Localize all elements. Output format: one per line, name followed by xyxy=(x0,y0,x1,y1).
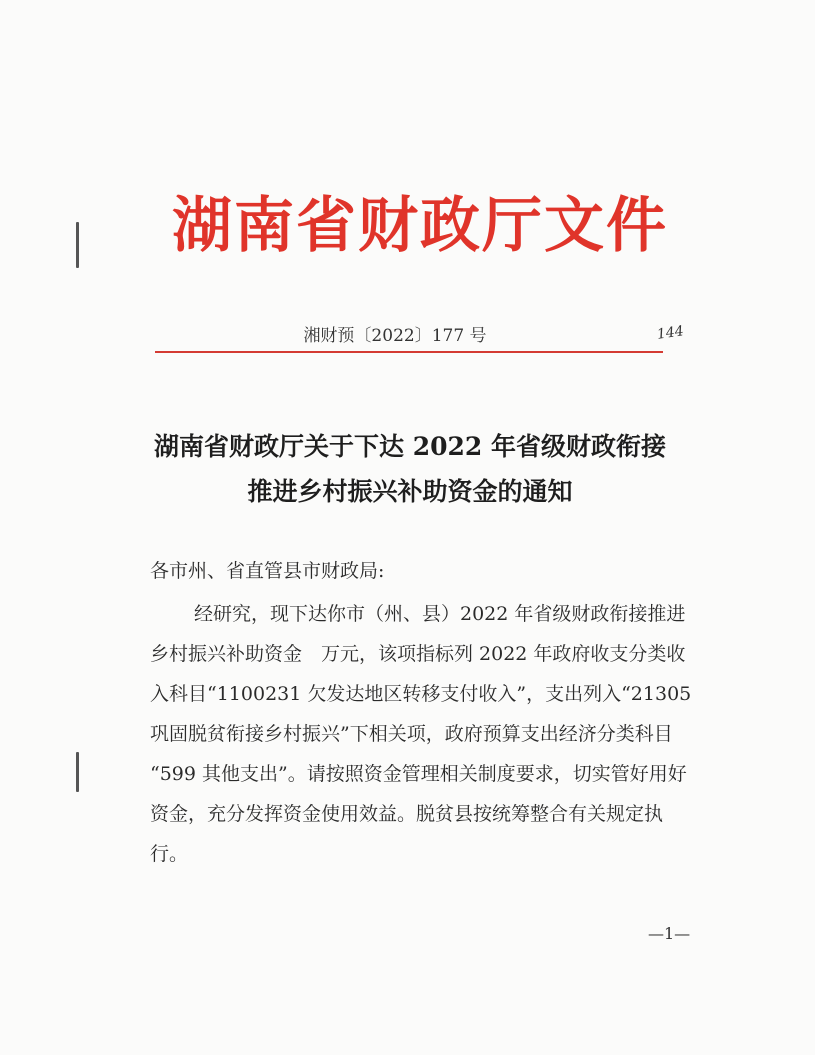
body-line: 入科目“1100231 欠发达地区转移支付收入”，支出列入“21305 xyxy=(150,683,692,705)
body-line: “599 其他支出”。请按照资金管理相关制度要求，切实管好用好 xyxy=(150,763,687,785)
document-number: 湘财预〔2022〕177 号 xyxy=(303,326,487,346)
binding-mark-top xyxy=(76,222,79,268)
body-line: 乡村振兴补助资金 万元，该项指标列 2022 年政府收支分类收 xyxy=(150,643,686,665)
notice-title-line-2: 推进乡村振兴补助资金的通知 xyxy=(247,477,573,506)
body-line: 经研究，现下达你市（州、县）2022 年省级财政衔接推进 xyxy=(194,603,686,625)
body-line: 资金，充分发挥资金使用效益。脱贫县按统筹整合有关规定执 xyxy=(150,803,664,825)
salutation: 各市州、省直管县市财政局: xyxy=(150,560,385,582)
red-divider-line xyxy=(155,351,663,353)
body-line: 行。 xyxy=(150,843,189,865)
org-header-title: 湖南省财政厅文件 xyxy=(172,191,668,261)
page-number: —1— xyxy=(648,924,691,943)
binding-mark-bottom xyxy=(76,752,79,792)
notice-title-line-1: 湖南省财政厅关于下达 2022 年省级财政衔接 xyxy=(154,432,666,461)
handwritten-note: 144 xyxy=(656,323,685,343)
body-line: 巩固脱贫衔接乡村振兴”下相关项，政府预算支出经济分类科目 xyxy=(150,723,673,745)
